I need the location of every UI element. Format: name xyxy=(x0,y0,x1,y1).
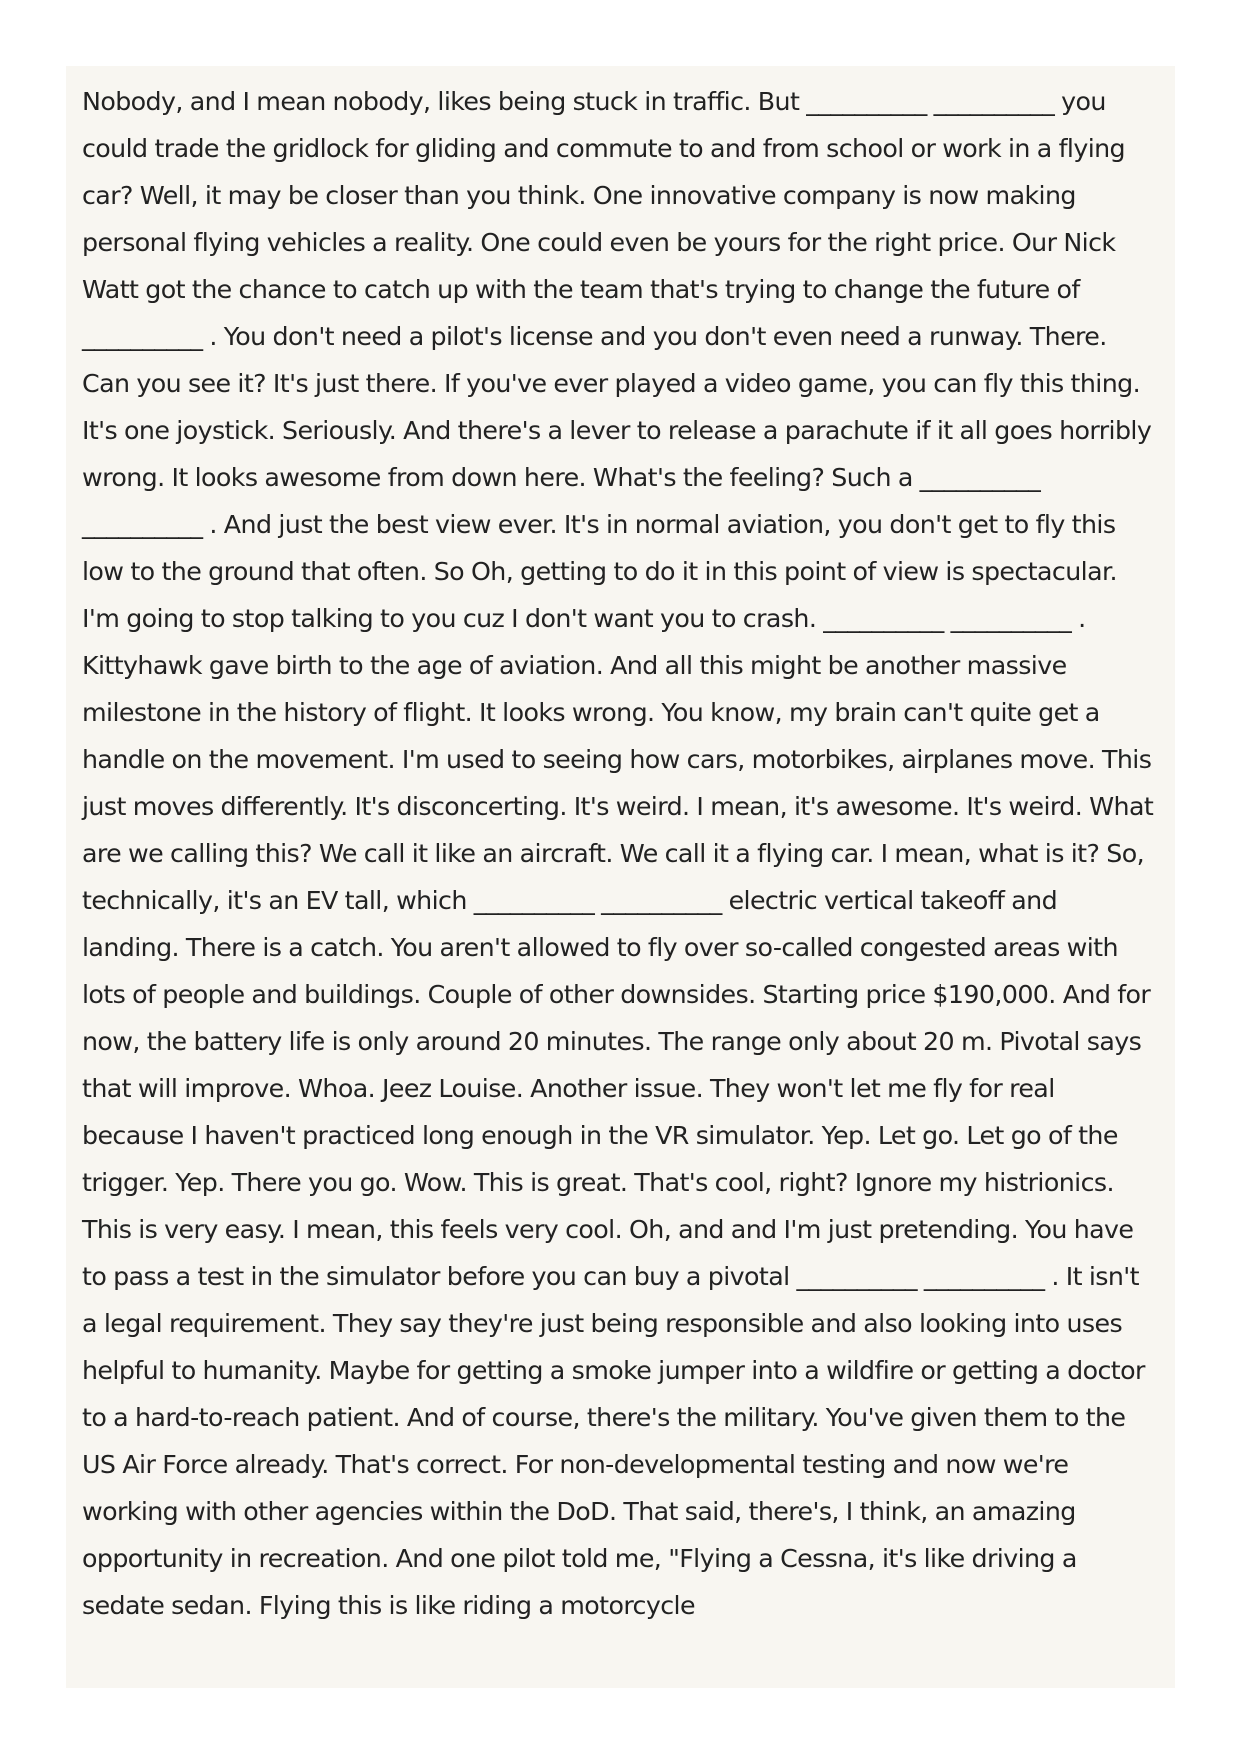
transcript-panel xyxy=(66,66,1175,1688)
cloze-passage: Nobody, and I mean nobody, likes being stuck in traffic. But __________ __________ you could trade the gridlock for gliding and commute to and from school or work in a flying car? Well, it may be closer than you think. One innovative company is now making personal flying vehicles a reality. One could even be yours for the right price. Our Nick Watt got the chance to catch up with the team that's trying to change the future of __________ . You don't need a pilot's license and you don't even need a runway. There. Can you see it? It's just there. If you've ever played a video game, you can fly this thing. It's one joystick. Seriously. And there's a lever to release a parachute if it all goes horribly wrong. It looks awesome from down here. What's the feeling? Such a __________ __________ . And just the best view ever. It's in normal aviation, you don't get to fly this low to the ground that often. So Oh, getting to do it in this point of view is spectacular. I'm going to stop talking to you cuz I don't want you to crash. __________ __________ . Kittyhawk gave birth to the age of aviation. And all this might be another massive milestone in the history of flight. It looks wrong. You know, my brain can't quite get a handle on the movement. I'm used to seeing how cars, motorbikes, airplanes move. This just moves differently. It's disconcerting. It's weird. I mean, it's awesome. It's weird. What are we calling this? We call it like an aircraft. We call it a flying car. I mean, what is it? So, technically, it's an EV tall, which __________ __________ electric vertical takeoff and landing. There is a catch. You aren't allowed to fly over so-called congested areas with lots of people and buildings. Couple of other downsides. Starting price $190,000. And for now, the battery life is only around 20 minutes. The range only about 20 m. Pivotal says that will improve. Whoa. Jeez Louise. Another issue. They won't let me fly for real because I haven't practiced long enough in the VR simulator. Yep. Let go. Let go of the trigger. Yep. There you go. Wow. This is great. That's cool, right? Ignore my histrionics. This is very easy. I mean, this feels very cool. Oh, and and I'm just pretending. You have to pass a test in the simulator before you can buy a pivotal __________ __________ . It isn't a legal requirement. They say they're just being responsible and also looking into uses helpful to humanity. Maybe for getting a smoke jumper into a wildfire or getting a doctor to a hard-to-reach patient. And of course, there's the military. You've given them to the US Air Force already. That's correct. For non-developmental testing and now we're working with other agencies within the DoD. That said, there's, I think, an amazing opportunity in recreation. And one pilot told me, "Flying a Cessna, it's like driving a sedate sedan. Flying this is like riding a motorcycle xyxy=(82,87,1154,1620)
